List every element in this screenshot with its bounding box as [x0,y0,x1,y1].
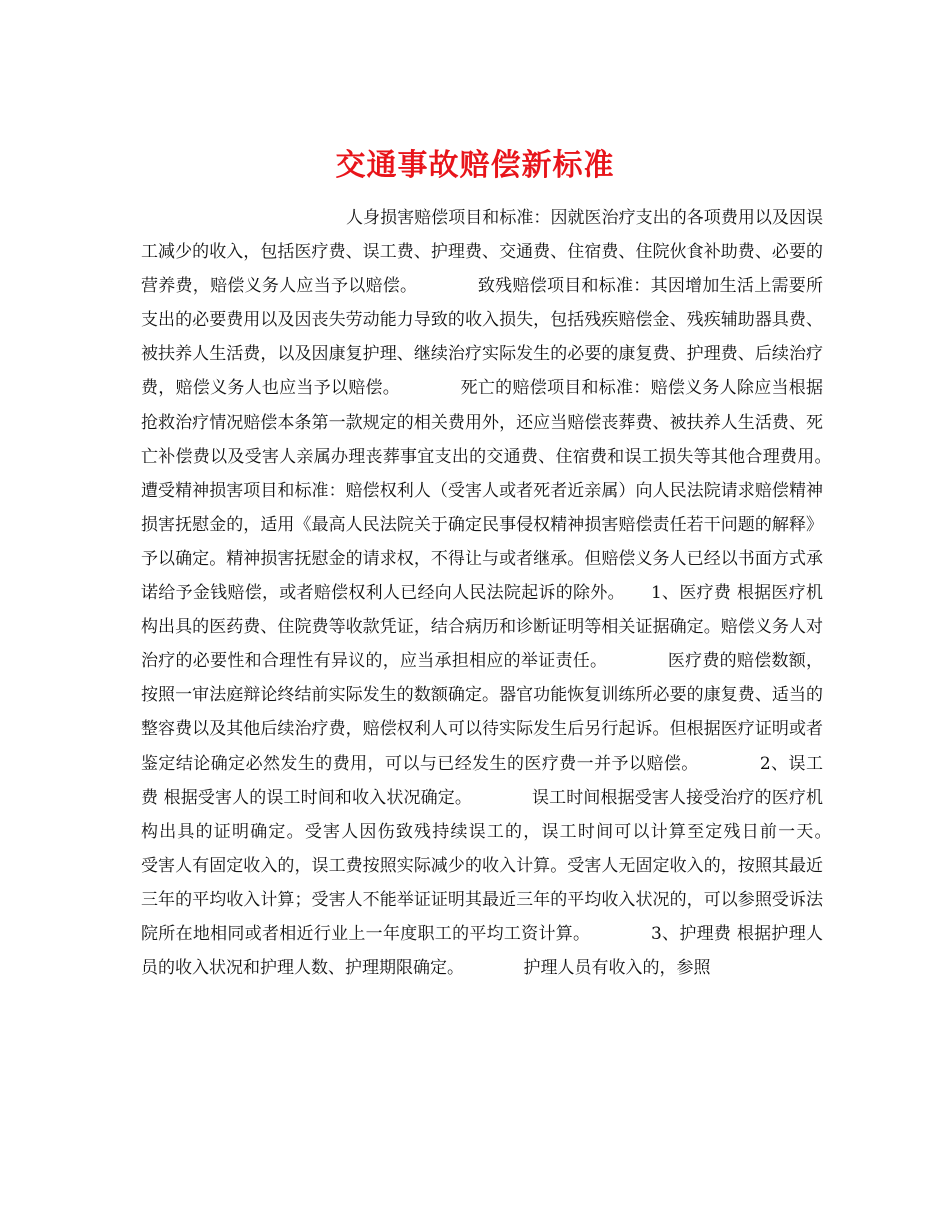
document-body-text: 人身损害赔偿项目和标准：因就医治疗支出的各项费用以及因误工减少的收入，包括医疗费、误工费、护理费、交通费、住宿费、住院伙食补助费、必要的营养费，赔偿义务人应当予以赔偿。 致残赔偿项目和标准：其因增加生活上需要所支出的必要费用以及因丧失劳动能力导致的收入损失，包括残疾赔偿金、残疾辅助器具费、被扶养人生活费，以及因康复护理、继续治疗实际发生的必要的康复费、护理费、后续治疗费，赔偿义务人也应当予以赔偿。 死亡的赔偿项目和标准：赔偿义务人除应当根据抢救治疗情况赔偿本条第一款规定的相关费用外，还应当赔偿丧葬费、被扶养人生活费、死亡补偿费以及受害人亲属办理丧葬事宜支出的交通费、住宿费和误工损失等其他合理费用。 遭受精神损害项目和标准：赔偿权利人（受害人或者死者近亲属）向人民法院请求赔偿精神损害抚慰金的，适用《最高人民法院关于确定民事侵权精神损害赔偿责任若干问题的解释》予以确定。精神损害抚慰金的请求权，不得让与或者继承。但赔偿义务人已经以书面方式承诺给予金钱赔偿，或者赔偿权利人已经向人民法院起诉的除外。 1、医疗费 根据医疗机构出具的医药费、住院费等收款凭证，结合病历和诊断证明等相关证据确定。赔偿义务人对治疗的必要性和合理性有异议的，应当承担相应的举证责任。 医疗费的赔偿数额，按照一审法庭辩论终结前实际发生的数额确定。器官功能恢复训练所必要的康复费、适当的整容费以及其他后续治疗费，赔偿权利人可以待实际发生后另行起诉。但根据医疗证明或者鉴定结论确定必然发生的费用，可以与已经发生的医疗费一并予以赔偿。 2、误工费 根据受害人的误工时间和收入状况确定。 误工时间根据受害人接受治疗的医疗机构出具的证明确定。受害人因伤致残持续误工的，误工时间可以计算至定残日前一天。 受害人有固定收入的，误工费按照实际减少的收入计算。受害人无固定收入的，按照其最近三年的平均收入计算；受害人不能举证证明其最近三年的平均收入状况的，可以参照受诉法院所在地相同或者相近行业上一年度职工的平均工资计算。 3、护理费 根据护理人员的收入状况和护理人数、护理期限确定。 护理人员有收入的，参照 [141,208,891,979]
document-title: 交通事故赔偿新标准 [335,148,615,184]
